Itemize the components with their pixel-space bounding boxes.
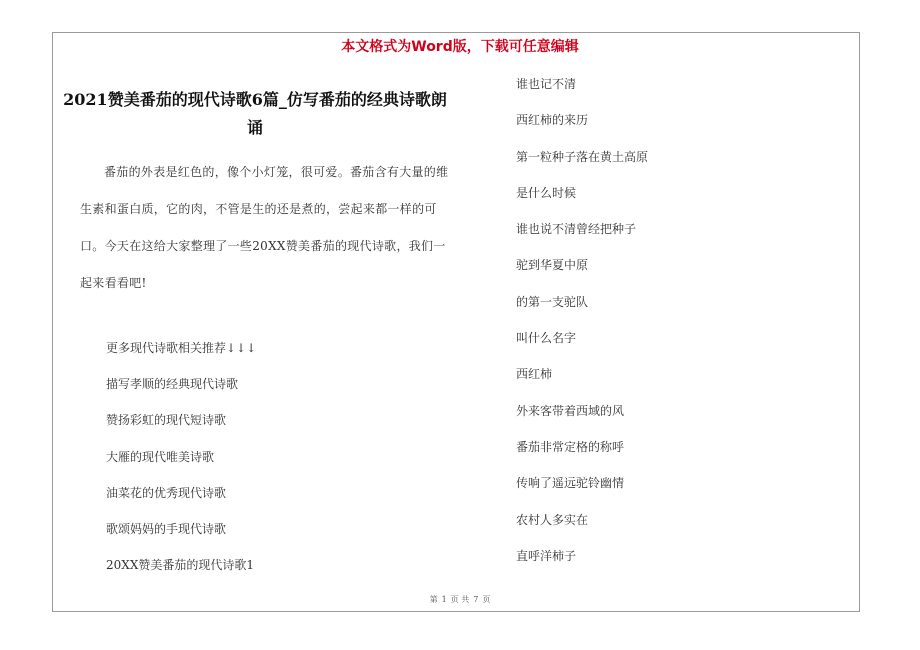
poem-line: 是什么时候 — [516, 185, 577, 200]
poem-line: 直呼洋柿子 — [516, 548, 577, 563]
poem-lines — [516, 74, 648, 582]
poem-line: 外来客带着西域的风 — [516, 403, 625, 418]
poem-line: 谁也记不清 — [516, 77, 577, 91]
list-item: 大雁的现代唯美诗歌 — [106, 449, 215, 464]
document-title: 2021赞美番茄的现代诗歌6篇_仿写番茄的经典诗歌朗诵 — [63, 90, 447, 137]
poem-line: 农村人多实在 — [516, 512, 589, 527]
list-item: 油菜花的优秀现代诗歌 — [106, 485, 227, 500]
list-item: 更多现代诗歌相关推荐↓↓↓ — [106, 341, 257, 355]
poem-line: 的第一支驼队 — [516, 294, 589, 309]
list-item: 歌颂妈妈的手现代诗歌 — [106, 521, 227, 536]
poem-line: 谁也说不清曾经把种子 — [516, 222, 637, 237]
current-page: 1 — [441, 595, 447, 604]
poem-line: 西红柿 — [516, 367, 553, 382]
total-pages: 7 — [473, 595, 479, 604]
poem-line: 西红柿的来历 — [516, 113, 589, 128]
footer-suffix: 页 — [482, 595, 491, 604]
word-format-banner: 本文格式为Word版，下载可任意编辑 — [341, 39, 579, 55]
page-number-footer — [0, 594, 920, 605]
list-item: 20XX赞美番茄的现代诗歌1 — [106, 558, 254, 573]
poem-line: 第一粒种子落在黄土高原 — [516, 149, 649, 164]
list-item: 赞扬彩虹的现代短诗歌 — [106, 413, 227, 428]
footer-prefix: 第 — [429, 595, 438, 604]
list-item: 描写孝顺的经典现代诗歌 — [106, 377, 239, 392]
poem-line: 驼到华夏中原 — [516, 258, 589, 273]
intro-paragraph: 番茄的外表是红色的，像个小灯笼，很可爱。番茄含有大量的维生素和蛋白质，它的肉，不管是生的还是煮的，尝起来都一样的可口。今天在这给大家整理了一些20XX赞美番茄的现代诗歌，我们一起来看看吧! — [80, 165, 449, 290]
poem-line: 番茄非常定格的称呼 — [516, 439, 625, 454]
poem-line: 叫什么名字 — [516, 331, 577, 346]
poem-line: 传响了遥远驼铃幽情 — [516, 476, 625, 491]
recommendation-list — [106, 338, 256, 591]
footer-middle: 页 共 — [450, 595, 470, 604]
